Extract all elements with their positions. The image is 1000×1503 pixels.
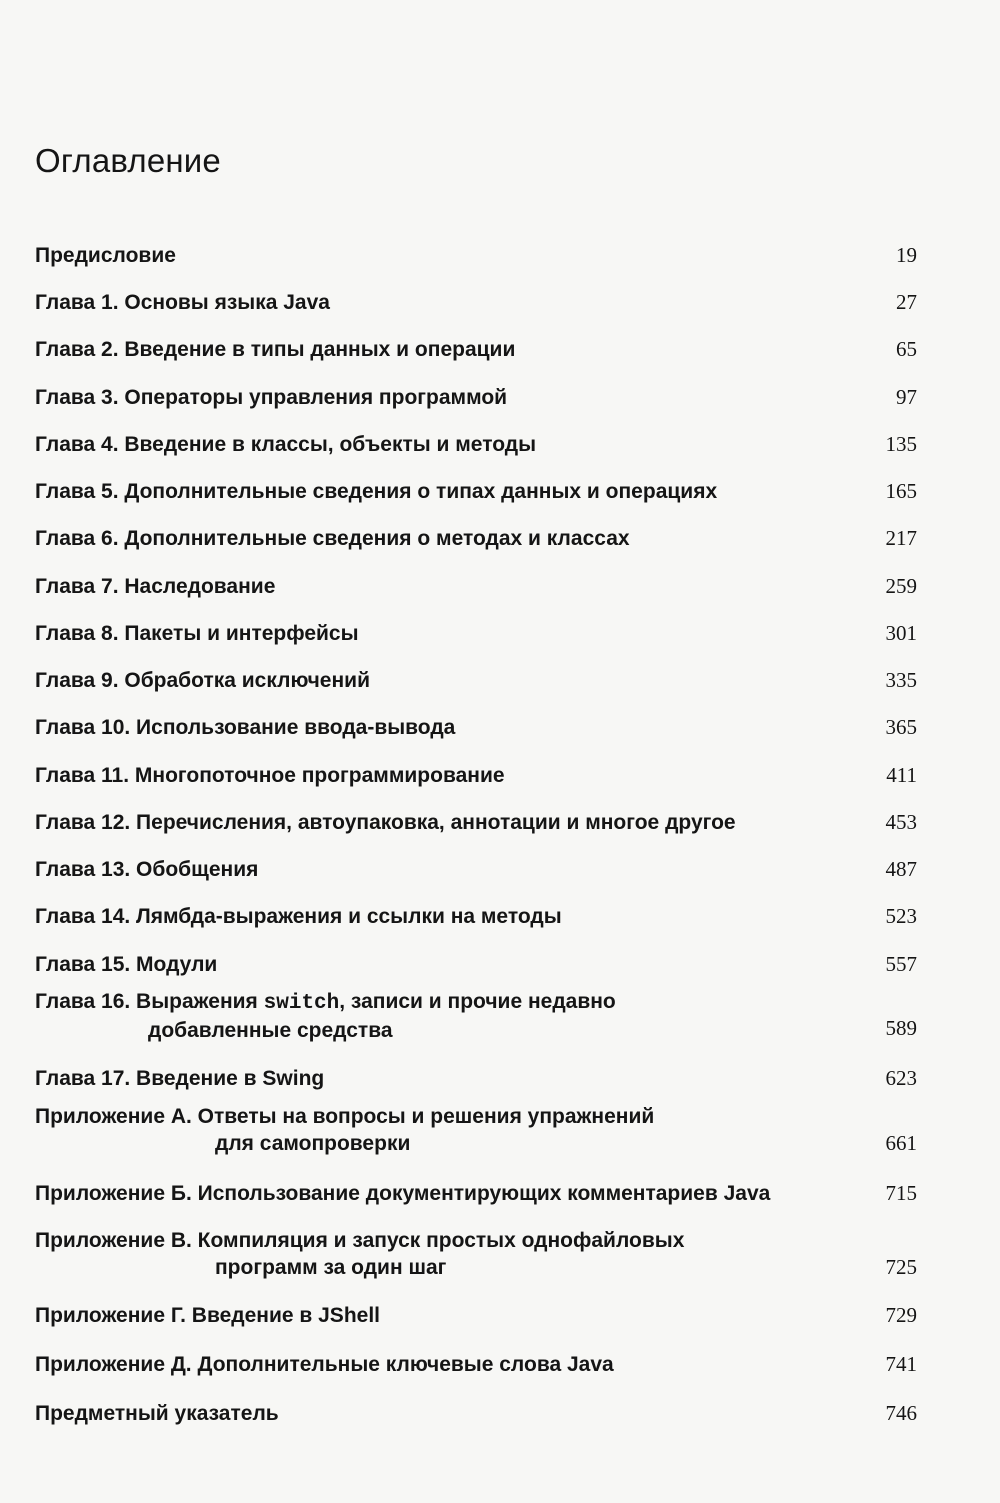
toc-entry-chapter-13[interactable] <box>35 856 920 883</box>
toc-entry-chapter-5[interactable] <box>35 478 920 505</box>
toc-entry-chapter-9[interactable] <box>35 667 920 694</box>
toc-entry-chapter-4[interactable] <box>35 431 920 458</box>
toc-entry-label: Глава 11. Многопоточное программирование <box>35 764 505 787</box>
toc-entry-page: 97 <box>896 385 917 409</box>
toc-entry-page: 27 <box>896 290 917 314</box>
toc-entry-label: Глава 1. Основы языка Java <box>35 291 330 314</box>
toc-entry-label: Приложение В. Компиляция и запуск простых однофайловых <box>35 1229 685 1252</box>
page-title: Оглавление <box>35 142 221 179</box>
toc-entry-page: 715 <box>885 1181 917 1205</box>
toc-entry-page: 65 <box>896 337 917 361</box>
toc-entry-chapter-8[interactable] <box>35 620 920 647</box>
toc-entry-page: 661 <box>885 1131 917 1155</box>
toc-entry-preface[interactable] <box>35 242 920 269</box>
toc-entry-page: 453 <box>885 810 917 834</box>
toc-entry-page: 729 <box>885 1303 917 1327</box>
toc-entry-label: Приложение Г. Введение в JShell <box>35 1304 380 1327</box>
toc-entry-chapter-10[interactable] <box>35 714 920 741</box>
toc-entry-appendix-a[interactable] <box>35 1103 920 1157</box>
toc-entry-label: Глава 9. Обработка исключений <box>35 669 370 692</box>
toc-entry-index[interactable] <box>35 1400 920 1427</box>
toc-entry-page: 589 <box>885 1016 917 1040</box>
toc-entry-chapter-14[interactable] <box>35 903 920 930</box>
toc-entry-page: 19 <box>896 243 917 267</box>
toc-entry-page: 741 <box>885 1352 917 1376</box>
toc-entry-page: 487 <box>885 857 917 881</box>
toc-entry-page: 557 <box>885 952 917 976</box>
toc-entry-chapter-15[interactable] <box>35 951 920 978</box>
toc-entry-appendix-b[interactable] <box>35 1180 920 1207</box>
toc-entry-label-prefix: Глава 16. Выражения <box>35 990 264 1013</box>
toc-entry-page: 259 <box>885 574 917 598</box>
toc-entry-label-code: switch <box>263 992 340 1015</box>
toc-entry-page: 523 <box>885 904 917 928</box>
toc-entry-page: 135 <box>885 432 917 456</box>
toc-entry-chapter-3[interactable] <box>35 384 920 411</box>
toc-entry-label: Приложение Д. Дополнительные ключевые слова Java <box>35 1353 614 1376</box>
toc-entry-label: Глава 6. Дополнительные сведения о методах и классах <box>35 527 630 550</box>
toc-entry-chapter-6[interactable] <box>35 525 920 552</box>
toc-entry-label: Глава 4. Введение в классы, объекты и методы <box>35 433 537 456</box>
toc-entry-label: Глава 3. Операторы управления программой <box>35 386 508 409</box>
toc-entry-page: 746 <box>885 1401 917 1425</box>
toc-entry-page: 165 <box>885 479 917 503</box>
toc-entry-page: 365 <box>885 715 917 739</box>
toc-entry-chapter-2[interactable] <box>35 336 920 363</box>
toc-entry-appendix-d[interactable] <box>35 1351 920 1378</box>
toc-entry-label: Глава 5. Дополнительные сведения о типах данных и операциях <box>35 480 718 503</box>
toc-entry-page: 411 <box>886 763 917 787</box>
toc-entry-label-continued: добавленные средства <box>148 1019 393 1042</box>
toc-entry-page: 335 <box>885 668 917 692</box>
toc-entry-label: Глава 2. Введение в типы данных и операции <box>35 338 516 361</box>
toc-entry-chapter-1[interactable] <box>35 289 920 316</box>
toc-entry-label: Предметный указатель <box>35 1402 279 1425</box>
toc-entry-label-continued: для самопроверки <box>215 1132 411 1155</box>
toc-entry-page: 725 <box>885 1255 917 1279</box>
toc-entry-chapter-17[interactable] <box>35 1065 920 1092</box>
toc-entry-chapter-16[interactable] <box>35 988 920 1044</box>
toc-entry-label-suffix: , записи и прочие недавно <box>339 990 616 1013</box>
toc-entry-chapter-12[interactable] <box>35 809 920 836</box>
toc-entry-label: Глава 8. Пакеты и интерфейсы <box>35 622 359 645</box>
toc-entry-label: Глава 13. Обобщения <box>35 858 259 881</box>
toc-entry-label: Глава 7. Наследование <box>35 575 276 598</box>
toc-entry-label <box>35 988 920 1017</box>
toc-entry-label: Глава 14. Лямбда-выражения и ссылки на методы <box>35 905 562 928</box>
toc-entry-chapter-7[interactable] <box>35 573 920 600</box>
toc-entry-label: Глава 15. Модули <box>35 953 218 976</box>
toc-entry-label: Приложение Б. Использование документирующих комментариев Java <box>35 1182 771 1205</box>
toc-entry-label-continued: программ за один шаг <box>215 1256 447 1279</box>
toc-entry-label: Предисловие <box>35 244 176 267</box>
toc-entry-label: Глава 17. Введение в Swing <box>35 1067 325 1090</box>
toc-entry-appendix-g[interactable] <box>35 1302 920 1329</box>
toc-entry-label: Приложение А. Ответы на вопросы и решения упражнений <box>35 1105 655 1128</box>
toc-entry-page: 623 <box>885 1066 917 1090</box>
toc-entry-label: Глава 12. Перечисления, автоупаковка, аннотации и многое другое <box>35 811 736 834</box>
toc-entry-appendix-v[interactable] <box>35 1227 920 1281</box>
toc-entry-chapter-11[interactable] <box>35 762 920 789</box>
toc-entry-label: Глава 10. Использование ввода-вывода <box>35 716 456 739</box>
toc-entry-page: 217 <box>885 526 917 550</box>
toc-entry-page: 301 <box>885 621 917 645</box>
